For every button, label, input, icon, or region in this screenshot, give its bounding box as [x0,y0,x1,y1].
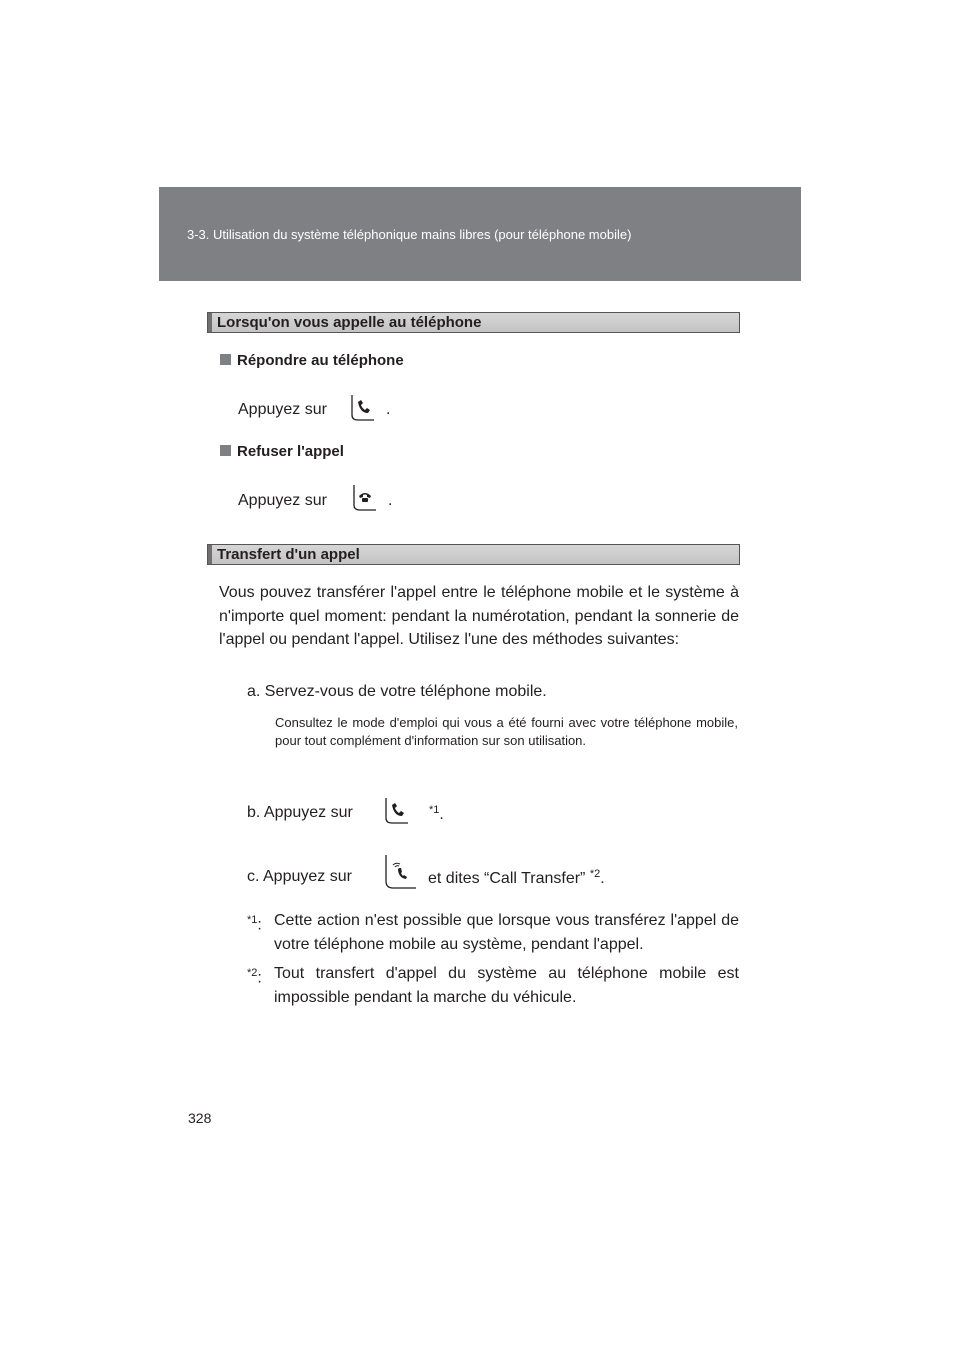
method-c: c. Appuyez sur [247,868,352,885]
off-hook-icon [382,797,410,825]
reject-period: . [388,492,393,509]
off-hook-icon [348,394,376,422]
method-a: a. Servez-vous de votre téléphone mobile. [247,683,547,700]
method-a-note: Consultez le mode d'emploi qui vous a été fourni avec votre téléphone mobile, pour tout complément d'information sur son utilisation. [275,715,738,748]
page-number: 328 [188,1110,212,1126]
subheading-answer: Répondre au téléphone [220,352,404,369]
square-bullet-icon [220,354,231,365]
voice-talk-icon [381,854,417,890]
transfer-intro: Vous pouvez transférer l'appel entre le téléphone mobile et le système à n'importe quel moment: pendant la numérotation, pendant la sonnerie de l'appel ou pendant l'appel. Utilisez l'une des méthodes suivantes: [219,584,739,648]
section-heading-incoming-call [207,312,740,333]
section-accent [208,545,212,564]
method-b-footnote-ref: $^{*1}$. [429,804,444,823]
method-c-say: et dites “Call Transfer” $^{*2}$. [428,868,605,887]
chapter-title: 3-3. Utilisation du système téléphonique mains libres (pour téléphone mobile) [187,227,632,242]
subheading-reject: Refuser l'appel [220,443,344,460]
section-heading-call-transfer [207,544,740,565]
footnote-2: $^{*2}$: Tout transfert d'appel du système au téléphone mobile est impossible pendant la marche du véhicule. [247,965,739,1006]
reject-instruction: Appuyez sur [238,492,327,509]
section-accent [208,313,212,332]
page-header [159,187,801,281]
footnote-1: $^{*1}$: Cette action n'est possible que lorsque vous transférez l'appel de votre téléphone mobile au système, pendant l'appel. [247,912,739,953]
section-title: Lorsqu'on vous appelle au téléphone [217,314,482,331]
on-hook-icon [350,484,378,512]
square-bullet-icon [220,445,231,456]
section-title: Transfert d'un appel [217,546,360,563]
answer-period: . [386,401,391,418]
answer-instruction: Appuyez sur [238,401,327,418]
method-b: b. Appuyez sur [247,804,353,821]
